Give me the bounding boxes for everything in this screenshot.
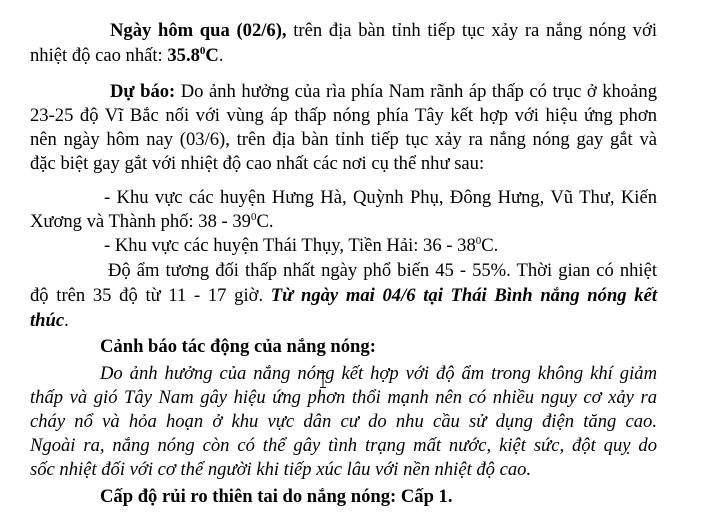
p3-line-1: Độ ẩm tương đối thấp nhất ngày phổ biến 45 - 55%. Thời gian có nhiệt (108, 260, 657, 281)
p2-label: Dự báo: (110, 81, 176, 102)
warning-line-5: sốc nhiệt đối với cơ thể người khi tiếp xúc lâu với nền nhiệt độ cao. (30, 459, 532, 480)
warning-line-4: Ngoài ra, nắng nóng còn có thể gây tình trạng mất nước, kiệt sức, đột quỵ do (30, 435, 657, 456)
text-cursor-icon (319, 372, 327, 388)
warning-heading: Cảnh báo tác động của nắng nóng: (100, 336, 376, 357)
p1-max-temp: 35.8$^0$C (167, 45, 219, 66)
area2-line: - Khu vực các huyện Thái Thụy, Tiền Hải: $36 - 38^0C$. (104, 235, 499, 256)
p2-line-4: đặc biệt gay gắt với nhiệt độ cao nhất các nơi cụ thể như sau: (30, 153, 485, 174)
warning-line-1: Do ảnh hưởng của nắng nóng kết hợp với độ ẩm trong không khí giảm (100, 363, 657, 384)
p1-line2-text: nhiệt độ cao nhất: (30, 45, 163, 66)
warning-line-2: thấp và gió Tây Nam gây hiệu ứng phơn thổi mạnh nên có nhiều nguy cơ xảy ra (30, 387, 657, 408)
risk-level: Cấp độ rủi ro thiên tai do nắng nóng: Cấp 1. (100, 486, 453, 507)
area1-line-1: - Khu vực các huyện Hưng Hà, Quỳnh Phụ, Đông Hưng, Vũ Thư, Kiến (104, 187, 657, 208)
p3-line-2: độ trên 35 độ từ 11 - 17 giờ. Từ ngày mai 04/6 tại Thái Bình nắng nóng kết (30, 285, 657, 306)
p1-label: Ngày hôm qua (02/6), (110, 20, 287, 41)
p3-line-3: thúc. (30, 310, 69, 331)
p2-line-1 (110, 80, 657, 104)
p1-line1-text: trên địa bàn tỉnh tiếp tục xảy ra nắng nóng với (293, 20, 657, 41)
p2-line1-text: Do ảnh hưởng của rìa phía Nam rãnh áp thấp có trục ở khoảng (180, 81, 657, 102)
warning-line-3: cháy nổ và hỏa hoạn ở khu vực dân cư do nhu cầu sử dụng điện tăng cao. (30, 411, 657, 432)
p1-line-2: nhiệt độ cao nhất: 35.8$^0$C. (30, 45, 224, 66)
p2-line-3: nên ngày hôm nay (03/6), trên địa bàn tỉnh tiếp tục xảy ra nắng nóng gay gắt và (30, 129, 657, 150)
area1-line-2: Xương và Thành phố: $38 - 39^0C$. (30, 211, 274, 232)
p2-line-2: 23-25 độ Vĩ Bắc nối với vùng áp thấp nóng phía Tây kết hợp với hiệu ứng phơn (30, 105, 657, 126)
forecast-end-notice: Từ ngày mai 04/6 tại Thái Bình nắng nóng kết (270, 285, 657, 306)
p1-line-1 (110, 19, 657, 43)
